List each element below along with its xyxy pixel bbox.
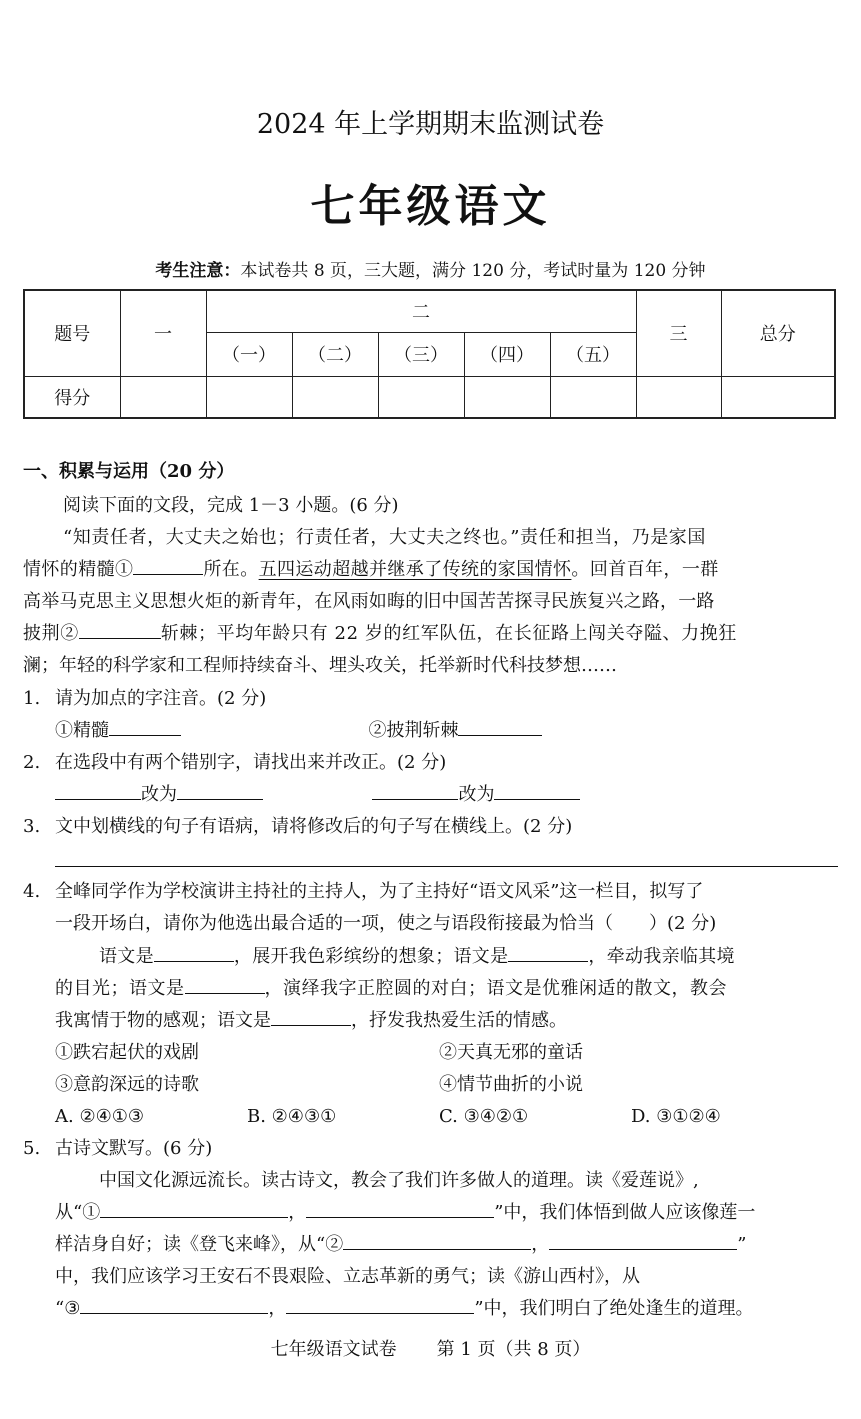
col-two: 二: [206, 290, 636, 332]
q4-passage-line: 我寓情于物的感观；语文是 ，抒发我热爱生活的情感。: [55, 1005, 840, 1037]
col-one: 一: [120, 290, 206, 376]
score-cell[interactable]: [292, 376, 378, 418]
score-cell[interactable]: [721, 376, 835, 418]
passage-line: 高举马克思主义思想火炬的新青年，在风雨如晦的旧中国苦苦探寻民族复兴之路，一路: [23, 591, 715, 612]
q4-passage-line: 的目光；语文是 ，演绎我字正腔圆的对白；语文是优雅闲适的散文，教会: [55, 973, 840, 1005]
q5-line: 样洁身自好；读《登飞来峰》，从“② ， ”: [55, 1229, 840, 1261]
answer-blank[interactable]: [271, 1006, 351, 1026]
blank-2[interactable]: [79, 619, 161, 639]
answer-blank[interactable]: [55, 780, 141, 800]
answer-blank[interactable]: [154, 942, 234, 962]
score-cell[interactable]: [636, 376, 721, 418]
poem-blank[interactable]: [80, 1294, 268, 1314]
score-cell[interactable]: [206, 376, 292, 418]
poem-blank[interactable]: [343, 1230, 531, 1250]
exam-title: 2024 年上学期期末监测试卷: [256, 109, 605, 140]
q2-answers: 改为 改为: [55, 779, 835, 811]
question-3: 3. 文中划横线的句子有语病，请将修改后的句子写在横线上。(2 分): [23, 816, 573, 837]
q5-line: 中，我们应该学习王安石不畏艰险、立志革新的勇气；读《游山西村》，从: [55, 1266, 640, 1287]
row-label-number: 题号: [24, 290, 120, 376]
underlined-sentence: 五四运动超越并继承了传统的家国情怀: [258, 559, 572, 580]
q4-items-row: [55, 1037, 840, 1069]
footer-page-number: 第 1 页（共 8 页）: [436, 1339, 591, 1360]
footer-subject: 七年级语文试卷: [270, 1339, 397, 1360]
score-table: [23, 289, 836, 419]
col-three: 三: [636, 290, 721, 376]
q4-item: ③意韵深远的诗歌: [55, 1074, 199, 1095]
answer-blank[interactable]: [109, 716, 181, 736]
score-cell[interactable]: [464, 376, 550, 418]
passage-line: 澜；年轻的科学家和工程师持续奋斗、埋头攻关，托举新时代科技梦想……: [23, 655, 617, 676]
q4-item: ②天真无邪的童话: [439, 1042, 583, 1063]
q4-option-c[interactable]: C. ③④②①: [439, 1106, 529, 1127]
answer-blank[interactable]: [508, 942, 588, 962]
q4-options-row: [55, 1101, 840, 1133]
sub-col-4: （四）: [464, 332, 550, 376]
question-5: 5. 古诗文默写。(6 分): [23, 1138, 213, 1159]
q4-line2: 一段开场白，请你为他选出最合适的一项，使之与语段衔接最为恰当（ ）(2 分): [55, 913, 717, 934]
passage-intro: 阅读下面的文段，完成 1－3 小题。(6 分): [63, 495, 399, 516]
exam-notice: [0, 256, 861, 281]
poem-blank[interactable]: [100, 1198, 288, 1218]
score-cell[interactable]: [120, 376, 206, 418]
page-footer: [0, 1335, 861, 1361]
subject-title: 七年级语文: [310, 181, 551, 232]
poem-blank[interactable]: [286, 1294, 474, 1314]
sub-col-1: （一）: [206, 332, 292, 376]
q5-line: “③ ， ”中，我们明白了绝处逢生的道理。: [55, 1293, 840, 1325]
section-heading: 一、积累与运用（20 分）: [23, 461, 235, 482]
notice-text: 本试卷共 8 页，三大题，满分 120 分，考试时量为 120 分钟: [240, 261, 706, 281]
q4-items-row: [55, 1069, 840, 1101]
q4-option-d[interactable]: D. ③①②④: [631, 1106, 721, 1127]
sub-col-3: （三）: [378, 332, 464, 376]
answer-blank[interactable]: [458, 716, 542, 736]
answer-blank[interactable]: [185, 974, 265, 994]
blank-1[interactable]: [133, 555, 203, 575]
poem-blank[interactable]: [306, 1198, 494, 1218]
sub-col-2: （二）: [292, 332, 378, 376]
q5-line: 中国文化源远流长。读古诗文，教会了我们许多做人的道理。读《爱莲说》,: [99, 1170, 699, 1191]
q4-passage-line: 语文是 ，展开我色彩缤纷的想象；语文是 ，牵动我亲临其境: [55, 941, 861, 973]
q4-item: ④情节曲折的小说: [439, 1074, 583, 1095]
question-1: 1. 请为加点的字注音。(2 分): [23, 688, 267, 709]
notice-label: 考生注意：: [155, 261, 241, 281]
q5-line: 从“① ， ”中，我们体悟到做人应该像莲一: [55, 1197, 840, 1229]
poem-blank[interactable]: [549, 1230, 737, 1250]
passage-line: 情怀的精髓① 所在。五四运动超越并继承了传统的家国情怀。回首百年，一群: [23, 554, 838, 586]
question-4: 4. 全峰同学作为学校演讲主持社的主持人，为了主持好“语文风采”这一栏目，拟写了: [23, 881, 704, 902]
row-label-score: 得分: [24, 376, 120, 418]
q4-option-a[interactable]: A. ②④①③: [55, 1106, 144, 1127]
col-total: 总分: [721, 290, 835, 376]
passage-line: “知责任者，大丈夫之始也；行责任者，大丈夫之终也。”责任和担当，乃是家国: [63, 527, 707, 548]
sub-col-5: （五）: [550, 332, 636, 376]
answer-blank[interactable]: [372, 780, 458, 800]
q3-answer-line[interactable]: [55, 866, 838, 867]
score-cell[interactable]: [550, 376, 636, 418]
q4-item: ①跌宕起伏的戏剧: [55, 1042, 199, 1063]
q1-answers: ①精髓 ②披荆斩棘: [55, 715, 835, 747]
q4-option-b[interactable]: B. ②④③①: [247, 1106, 337, 1127]
answer-blank[interactable]: [494, 780, 580, 800]
passage-line: 披荆② 斩棘；平均年龄只有 22 岁的红军队伍，在长征路上闯关夺隘、力挽狂: [23, 618, 838, 650]
score-cell[interactable]: [378, 376, 464, 418]
question-2: 2. 在选段中有两个错别字，请找出来并改正。(2 分): [23, 752, 447, 773]
answer-blank[interactable]: [177, 780, 263, 800]
